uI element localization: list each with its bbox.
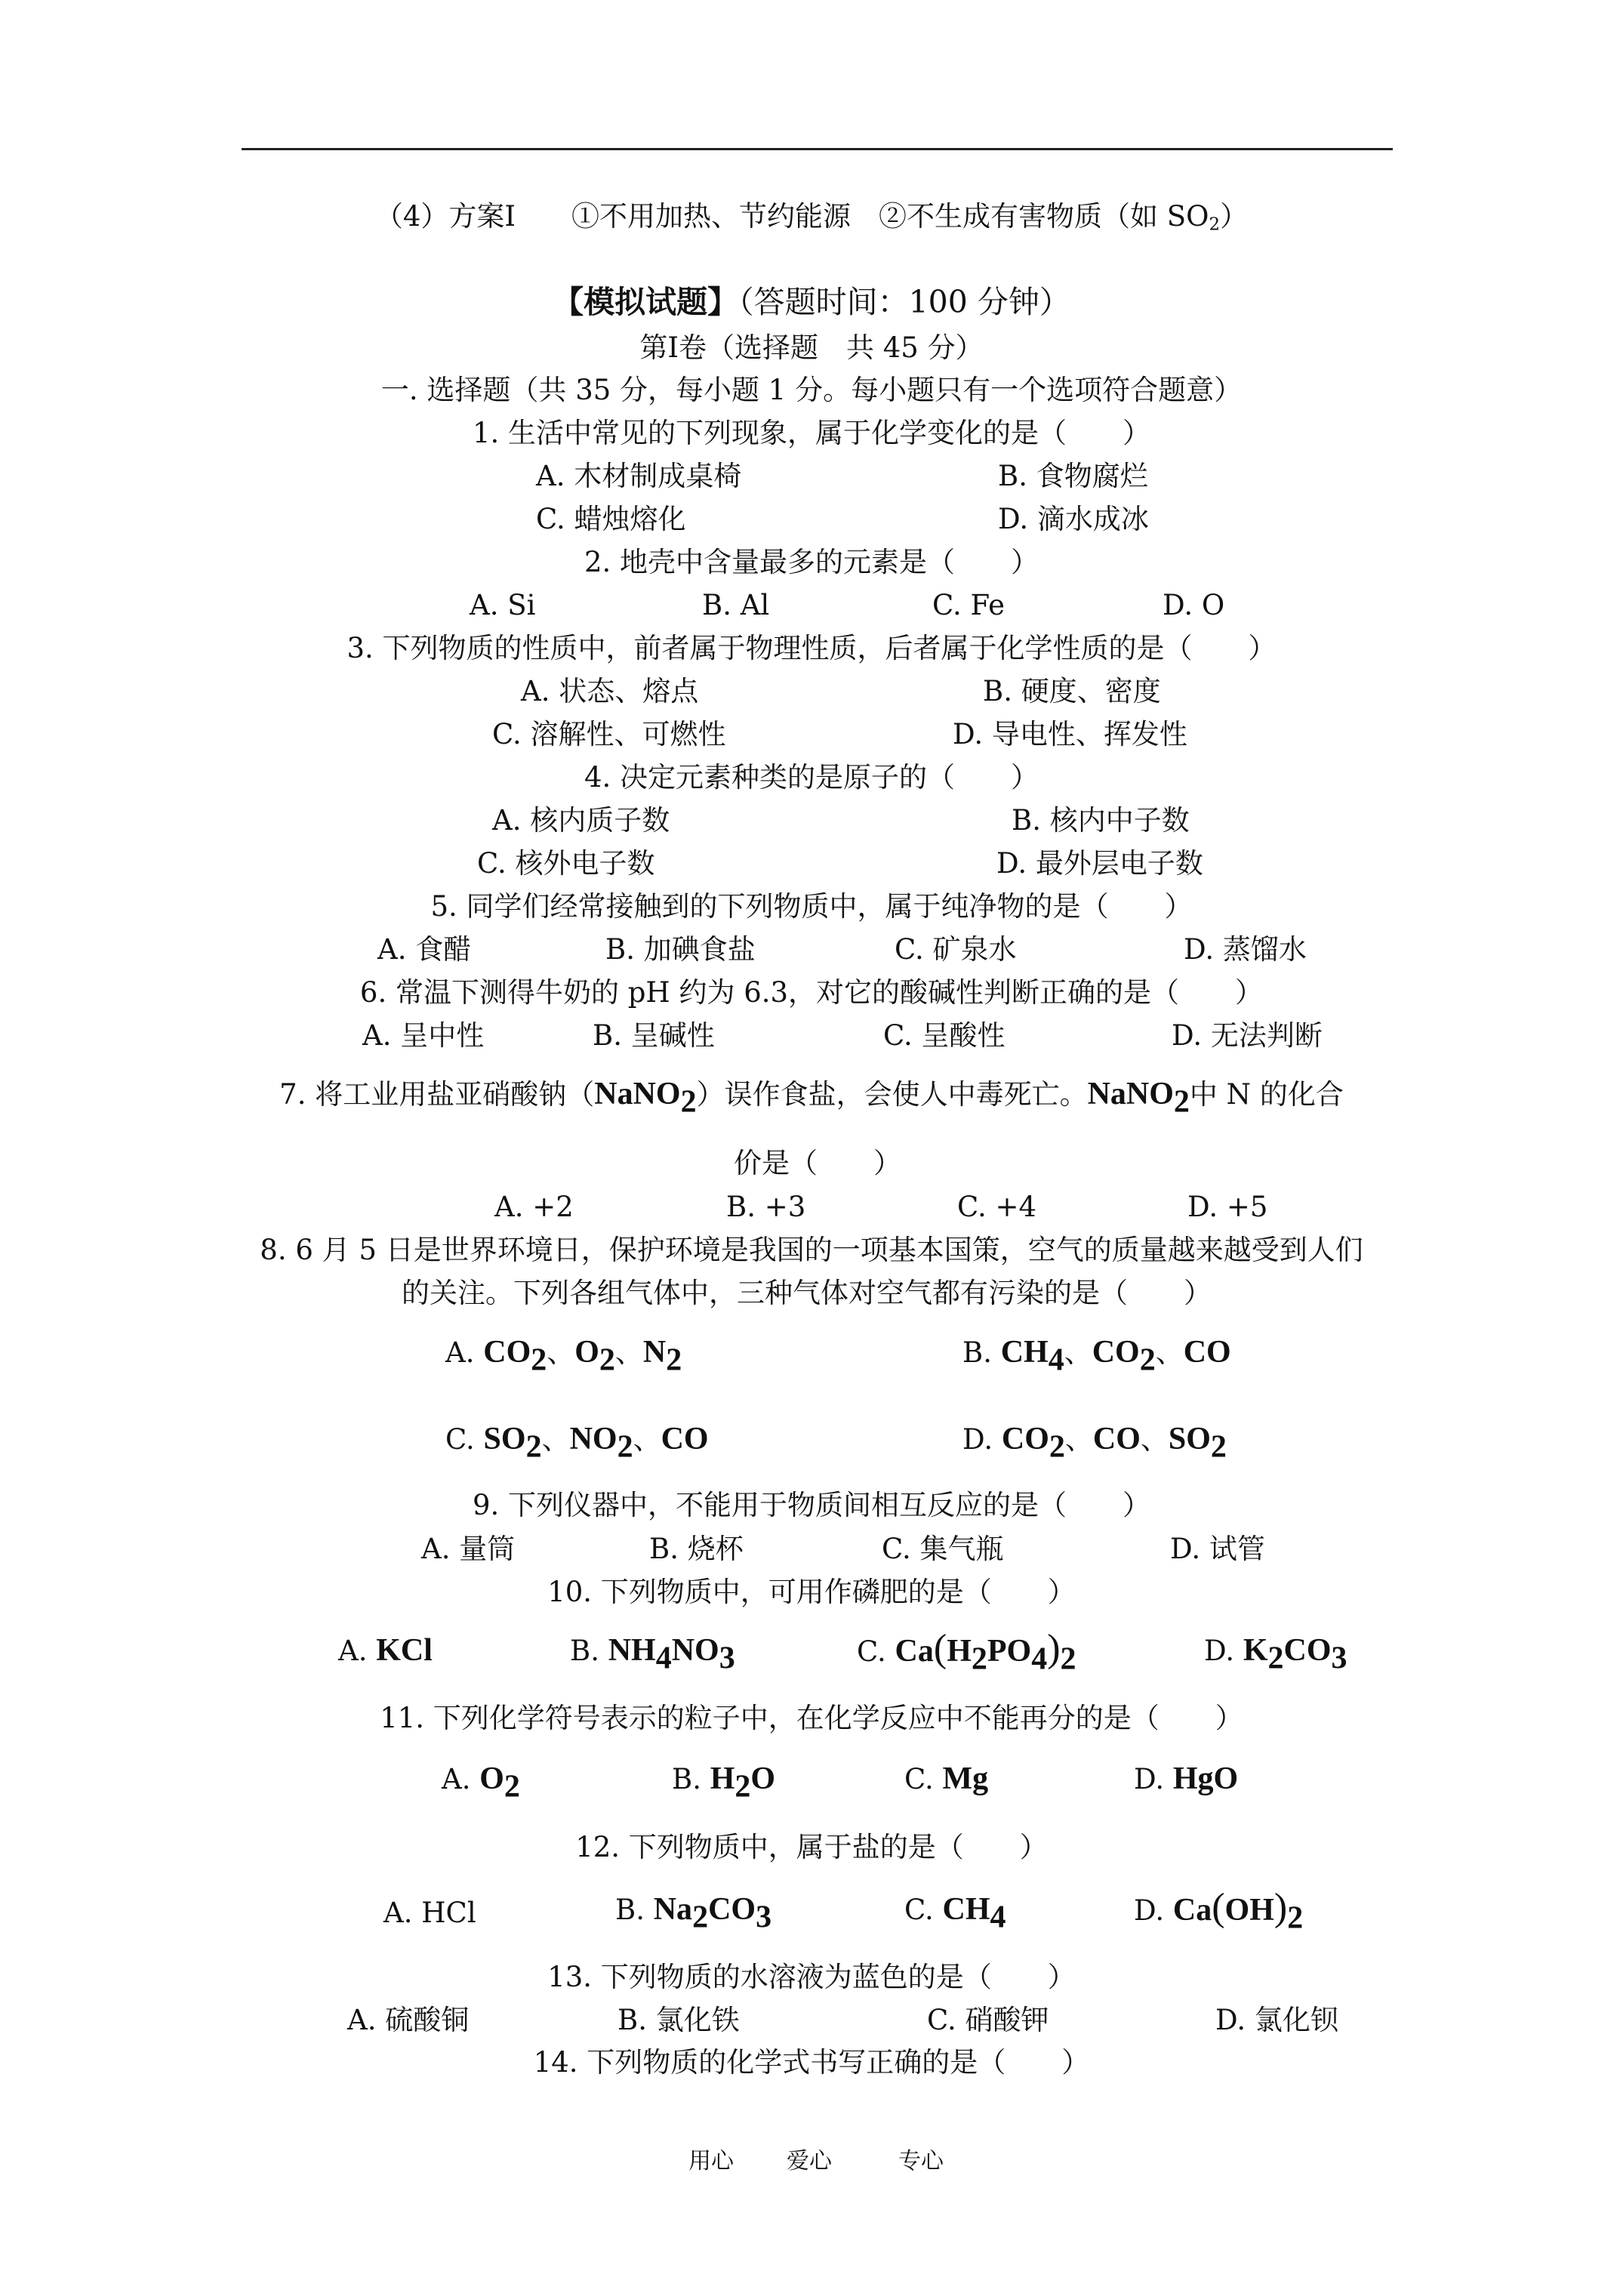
q12-stem: 12. 下列物质中，属于盐的是（ ） [575,1831,1048,1863]
q13-option-c: C. 硝酸钾 [927,2004,1049,2036]
q9-option-b: B. 烧杯 [649,1533,744,1565]
q6-option-b: B. 呈碱性 [593,1019,715,1052]
q2-option-b: B. Al [702,589,770,621]
q3-option-c: C. 溶解性、可燃性 [492,718,726,750]
q7-option-b: B. +3 [726,1191,806,1223]
answer-line: （4）方案Ⅰ ①不用加热、节约能源 ②不生成有害物质（如 $SO_2$） [374,200,1249,235]
q7-option-a: A. +2 [494,1191,574,1223]
q10-option-c: C. $Ca(H_2PO_4)_2$ [857,1627,1076,1677]
q5-option-c: C. 矿泉水 [895,933,1017,966]
q1-option-d: D. 滴水成冰 [998,503,1149,535]
q10-option-b: B. $NH_4NO_3$ [570,1633,735,1676]
footer-text-3: 专心 [898,2148,944,2174]
q11-option-d: D. HgO [1134,1761,1239,1796]
q6-option-a: A. 呈中性 [362,1019,485,1052]
q1-stem: 1. 生活中常见的下列现象，属于化学变化的是（ ） [472,417,1151,449]
part-one-heading: 第Ⅰ卷（选择题 共 45 分） [639,331,984,364]
q12-option-d: D. $Ca(OH)_2$ [1134,1886,1304,1936]
q13-option-d: D. 氯化钡 [1215,2004,1338,2036]
q3-stem: 3. 下列物质的性质中，前者属于物理性质，后者属于化学性质的是（ ） [346,632,1277,664]
q11-option-a: A. $O_2$ [442,1761,520,1804]
q2-stem: 2. 地壳中含量最多的元素是（ ） [584,546,1039,578]
q8-option-c: C. $SO_2$、$NO_2$、CO [445,1422,709,1465]
q14-stem: 14. 下列物质的化学式书写正确的是（ ） [533,2046,1090,2079]
q13-option-b: B. 氯化铁 [617,2004,740,2036]
q4-option-d: D. 最外层电子数 [996,847,1203,880]
q4-option-a: A. 核内质子数 [492,804,670,837]
q7-stem-line1: 7. 将工业用盐亚硝酸钠（NaNO$_2$）误作食盐，会使人中毒死亡。NaNO$_2$中 N 的化合 [279,1077,1344,1120]
q8-option-b: B. $CH_4$、$CO_2$、CO [962,1335,1231,1378]
q7-option-c: C. +4 [957,1191,1037,1223]
q12-option-c: C. $CH_4$ [904,1892,1006,1935]
q12-option-a: A. HCl [383,1897,476,1929]
q1-option-b: B. 食物腐烂 [998,460,1148,492]
q4-option-c: C. 核外电子数 [477,847,655,880]
q12-option-b: B. $Na_2CO_3$ [615,1892,772,1935]
q8-stem-line2: 的关注。下列各组气体中，三种气体对空气都有污染的是（ ） [402,1277,1212,1309]
q1-option-a: A. 木材制成桌椅 [536,460,742,492]
footer-text-1: 用心 [688,2148,734,2174]
section-title: 【模拟试题】（答题时间：100 分钟） [553,284,1070,320]
q4-option-b: B. 核内中子数 [1012,804,1190,837]
q5-option-a: A. 食醋 [377,933,472,966]
q7-stem-line2: 价是（ ） [734,1147,901,1179]
q10-option-d: D. $K_2CO_3$ [1204,1633,1347,1676]
q9-option-a: A. 量筒 [421,1533,516,1565]
q5-option-d: D. 蒸馏水 [1184,933,1307,966]
q8-option-d: D. $CO_2$、CO、$SO_2$ [962,1422,1227,1465]
q10-option-a: A. KCl [338,1633,433,1668]
q3-option-b: B. 硬度、密度 [983,675,1161,707]
q13-option-a: A. 硫酸铜 [347,2004,470,2036]
q8-option-a: A. $CO_2$、$O_2$、$N_2$ [445,1335,682,1378]
q11-option-c: C. Mg [904,1761,989,1796]
q6-option-d: D. 无法判断 [1172,1019,1323,1052]
q6-option-c: C. 呈酸性 [883,1019,1006,1052]
q9-option-d: D. 试管 [1170,1533,1265,1565]
q7-option-d: D. +5 [1187,1191,1268,1223]
q2-option-a: A. Si [470,589,536,621]
q4-stem: 4. 决定元素种类的是原子的（ ） [584,761,1039,794]
q2-option-d: D. O [1163,589,1225,621]
q13-stem: 13. 下列物质的水溶液为蓝色的是（ ） [547,1961,1076,1993]
q11-stem: 11. 下列化学符号表示的粒子中，在化学反应中不能再分的是（ ） [380,1702,1243,1734]
q8-stem-line1: 8. 6 月 5 日是世界环境日，保护环境是我国的一项基本国策，空气的质量越来越受到人们 [260,1234,1363,1266]
q10-stem: 10. 下列物质中，可用作磷肥的是（ ） [547,1576,1076,1608]
q9-option-c: C. 集气瓶 [882,1533,1004,1565]
q6-stem: 6. 常温下测得牛奶的 pH 约为 6.3，对它的酸碱性判断正确的是（ ） [359,976,1264,1009]
q5-option-b: B. 加碘食盐 [605,933,756,966]
q5-stem: 5. 同学们经常接触到的下列物质中，属于纯净物的是（ ） [430,890,1193,923]
q3-option-d: D. 导电性、挥发性 [953,718,1187,750]
header-rule [242,148,1393,150]
q9-stem: 9. 下列仪器中，不能用于物质间相互反应的是（ ） [472,1489,1151,1521]
q3-option-a: A. 状态、熔点 [521,675,699,707]
q11-option-b: B. $H_2O$ [672,1761,776,1804]
q1-option-c: C. 蜡烛熔化 [536,503,686,535]
q2-option-c: C. Fe [932,589,1006,621]
footer-text-2: 爱心 [787,2148,832,2174]
instructions: 一. 选择题（共 35 分，每小题 1 分。每小题只有一个选项符合题意） [380,374,1243,406]
